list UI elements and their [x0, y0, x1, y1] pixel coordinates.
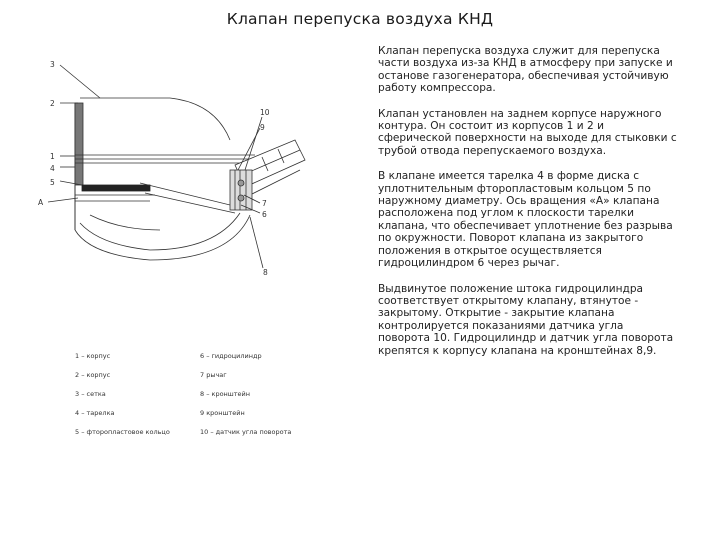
- label-a: А: [38, 198, 44, 207]
- label-1: 1: [50, 152, 55, 161]
- lower-body: [75, 215, 250, 260]
- slide-title: Клапан перепуска воздуха КНД: [226, 10, 494, 28]
- label-2: 2: [50, 99, 55, 108]
- mesh-outline: [80, 98, 230, 140]
- label-5: 5: [50, 178, 55, 187]
- paragraph-hydraulic: Выдвинутое положение штока гидроцилиндра соответствует открытому клапану, втянутое - закрытому. Открытие - закрытие клапана контролируется показаниями датчика угла поворота 10. Гидроцилиндр и датчик угла поворота крепятся к корпусу клапана на кронштейнах 8,9.: [378, 282, 674, 357]
- legend-item-3: 3 – сетка: [75, 390, 106, 398]
- valve-diagram: [30, 55, 310, 305]
- bracket-assembly: [230, 170, 252, 210]
- label-9: 9: [260, 123, 265, 132]
- legend-item-2: 2 – корпус: [75, 371, 111, 379]
- legend-item-10: 10 – датчик угла поворота: [200, 428, 292, 436]
- legend-item-8: 8 – кронштейн: [200, 390, 251, 398]
- legend-item-7: 7 рычаг: [200, 371, 227, 379]
- label-6: 6: [262, 210, 267, 219]
- valve-disc: [82, 185, 150, 191]
- paragraph-valve-disc: В клапане имеется тарелка 4 в форме диска с уплотнительным фторопластовым кольцом 5 по наружному диаметру. Ось вращения «А» клапана расположена под углом к плоскости тарелки клапана, что обеспечивает уплотнение без разрыва по окружности. Поворот клапана из закрытого положения в открытое осуществляется гидроцилиндром 6 через рычаг.: [378, 170, 673, 270]
- legend-item-4: 4 – тарелка: [75, 409, 115, 417]
- label-7: 7: [262, 199, 267, 208]
- legend-item-1: 1 – корпус: [75, 352, 111, 360]
- label-10: 10: [260, 108, 270, 117]
- housing-2-block: [75, 103, 83, 185]
- label-8: 8: [263, 268, 268, 277]
- paragraph-purpose: Клапан перепуска воздуха служит для перепуска части воздуха из-за КНД в атмосферу при запуске и останове газогенератора, обеспечивая устойчивую работу компрессора.: [378, 45, 673, 95]
- legend-item-5: 5 – фторопластовое кольцо: [75, 428, 170, 436]
- description-text: [378, 45, 678, 370]
- paragraph-installation: Клапан установлен на заднем корпусе наружного контура. Он состоит из корпусов 1 и 2 и сферической поверхности на выходе для стыковки с трубой отвода перепускаемого воздуха.: [378, 107, 677, 157]
- legend-item-6: 6 – гидроцилиндр: [200, 352, 262, 360]
- label-4: 4: [50, 164, 55, 173]
- legend-item-9: 9 кронштейн: [200, 409, 245, 417]
- label-3: 3: [50, 60, 55, 69]
